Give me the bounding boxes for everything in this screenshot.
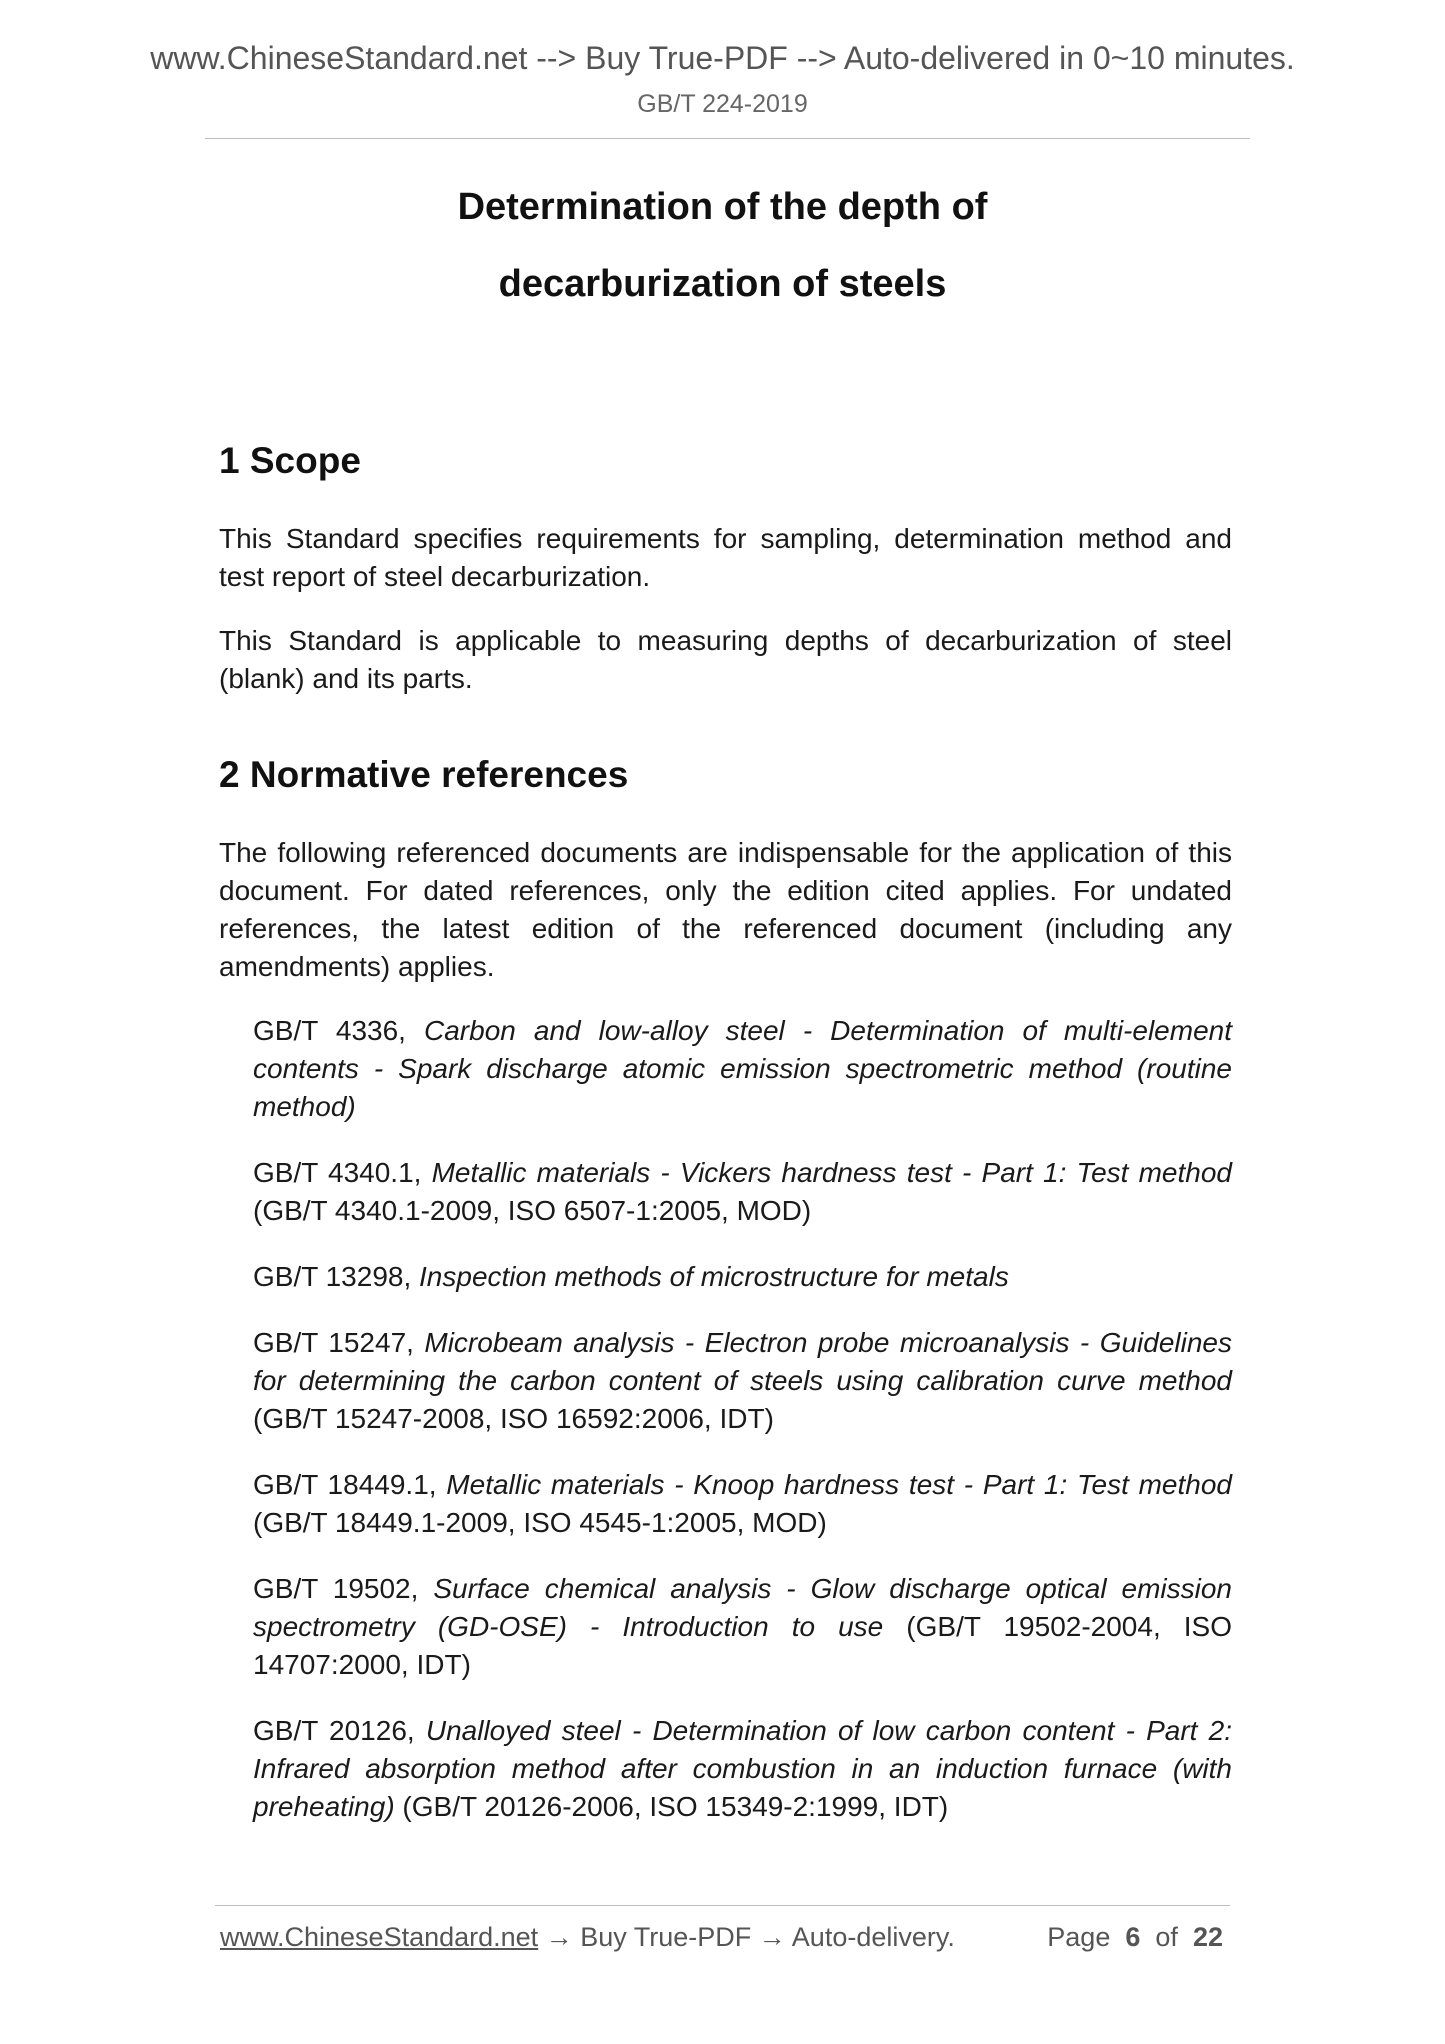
reference-suffix: (GB/T 4340.1-2009, ISO 6507-1:2005, MOD) bbox=[253, 1195, 812, 1226]
top-banner: www.ChineseStandard.net --> Buy True-PDF --> Auto-delivered in 0~10 minutes. bbox=[150, 40, 1295, 76]
footer-divider bbox=[215, 1905, 1230, 1906]
reference-item bbox=[253, 1324, 1232, 1438]
reference-title: Metallic materials - Vickers hardness test - Part 1: Test method bbox=[431, 1157, 1232, 1188]
scope-paragraph-2: This Standard is applicable to measuring depths of decarburization of steel (blank) and its parts. bbox=[219, 625, 1232, 694]
reference-item bbox=[253, 1570, 1232, 1684]
page-total-number: 22 bbox=[1192, 1922, 1223, 1952]
footer-buy-text: Buy True-PDF bbox=[580, 1922, 752, 1952]
reference-suffix: (GB/T 20126-2006, ISO 15349-2:1999, IDT) bbox=[394, 1791, 949, 1822]
page-current-number: 6 bbox=[1125, 1922, 1141, 1952]
reference-code: GB/T 4340.1, bbox=[253, 1157, 432, 1188]
arrow-right-icon: → bbox=[758, 1922, 786, 1952]
page-indicator bbox=[1047, 1922, 1223, 1953]
reference-code: GB/T 20126, bbox=[253, 1715, 426, 1746]
reference-title: Carbon and low-alloy steel - Determination of multi-element contents - Spark discharge atomic emission spectrometric method (routine method) bbox=[253, 1015, 1232, 1122]
reference-item bbox=[253, 1466, 1232, 1542]
section-heading-normative-references: 2 Normative references bbox=[219, 754, 629, 795]
page-label: Page bbox=[1047, 1922, 1111, 1952]
scope-paragraph-1: This Standard specifies requirements for sampling, determination method and test report of steel decarburization. bbox=[219, 523, 1232, 592]
reference-suffix: (GB/T 15247-2008, ISO 16592:2006, IDT) bbox=[253, 1403, 774, 1434]
document-title-line-1: Determination of the depth of bbox=[457, 186, 988, 228]
document-title-line-2: decarburization of steels bbox=[498, 263, 947, 305]
reference-title: Inspection methods of microstructure for metals bbox=[419, 1261, 1009, 1292]
reference-code: GB/T 13298, bbox=[253, 1261, 420, 1292]
footer-promo bbox=[220, 1922, 955, 1953]
reference-item bbox=[253, 1258, 1232, 1296]
document-body bbox=[219, 440, 1232, 1854]
standard-id-header: GB/T 224-2019 bbox=[637, 90, 808, 118]
header-divider bbox=[205, 138, 1250, 139]
reference-suffix: (GB/T 19502-2004, ISO 14707:2000, IDT) bbox=[253, 1611, 1232, 1680]
reference-title: Unalloyed steel - Determination of low carbon content - Part 2: Infrared absorption method after combustion in an induction furnace (with preheating) bbox=[253, 1715, 1232, 1822]
footer-delivery-text: Auto-delivery. bbox=[791, 1922, 955, 1952]
reference-title: Surface chemical analysis - Glow discharge optical emission spectrometry (GD-OSE) - Introduction to use bbox=[253, 1573, 1233, 1642]
reference-title: Microbeam analysis - Electron probe microanalysis - Guidelines for determining the carbon content of steels using calibration curve method bbox=[253, 1327, 1233, 1396]
reference-code: GB/T 4336, bbox=[253, 1015, 424, 1046]
reference-title: Metallic materials - Knoop hardness test - Part 1: Test method bbox=[446, 1469, 1233, 1500]
reference-item bbox=[253, 1154, 1232, 1230]
page-of-label: of bbox=[1155, 1922, 1178, 1952]
reference-suffix: (GB/T 18449.1-2009, ISO 4545-1:2005, MOD) bbox=[253, 1507, 827, 1538]
normative-intro-paragraph: The following referenced documents are indispensable for the application of this document. For dated references, only the edition cited applies. For undated references, the latest edition of the referenced document (including any amendments) applies. bbox=[219, 837, 1232, 982]
section-heading-scope: 1 Scope bbox=[219, 440, 361, 481]
reference-code: GB/T 15247, bbox=[253, 1327, 425, 1358]
arrow-right-icon: → bbox=[545, 1922, 573, 1952]
reference-code: GB/T 19502, bbox=[253, 1573, 434, 1604]
reference-code: GB/T 18449.1, bbox=[253, 1469, 447, 1500]
reference-item bbox=[253, 1012, 1232, 1126]
reference-item bbox=[253, 1712, 1232, 1826]
footer-site-link[interactable]: www.ChineseStandard.net bbox=[220, 1922, 539, 1952]
